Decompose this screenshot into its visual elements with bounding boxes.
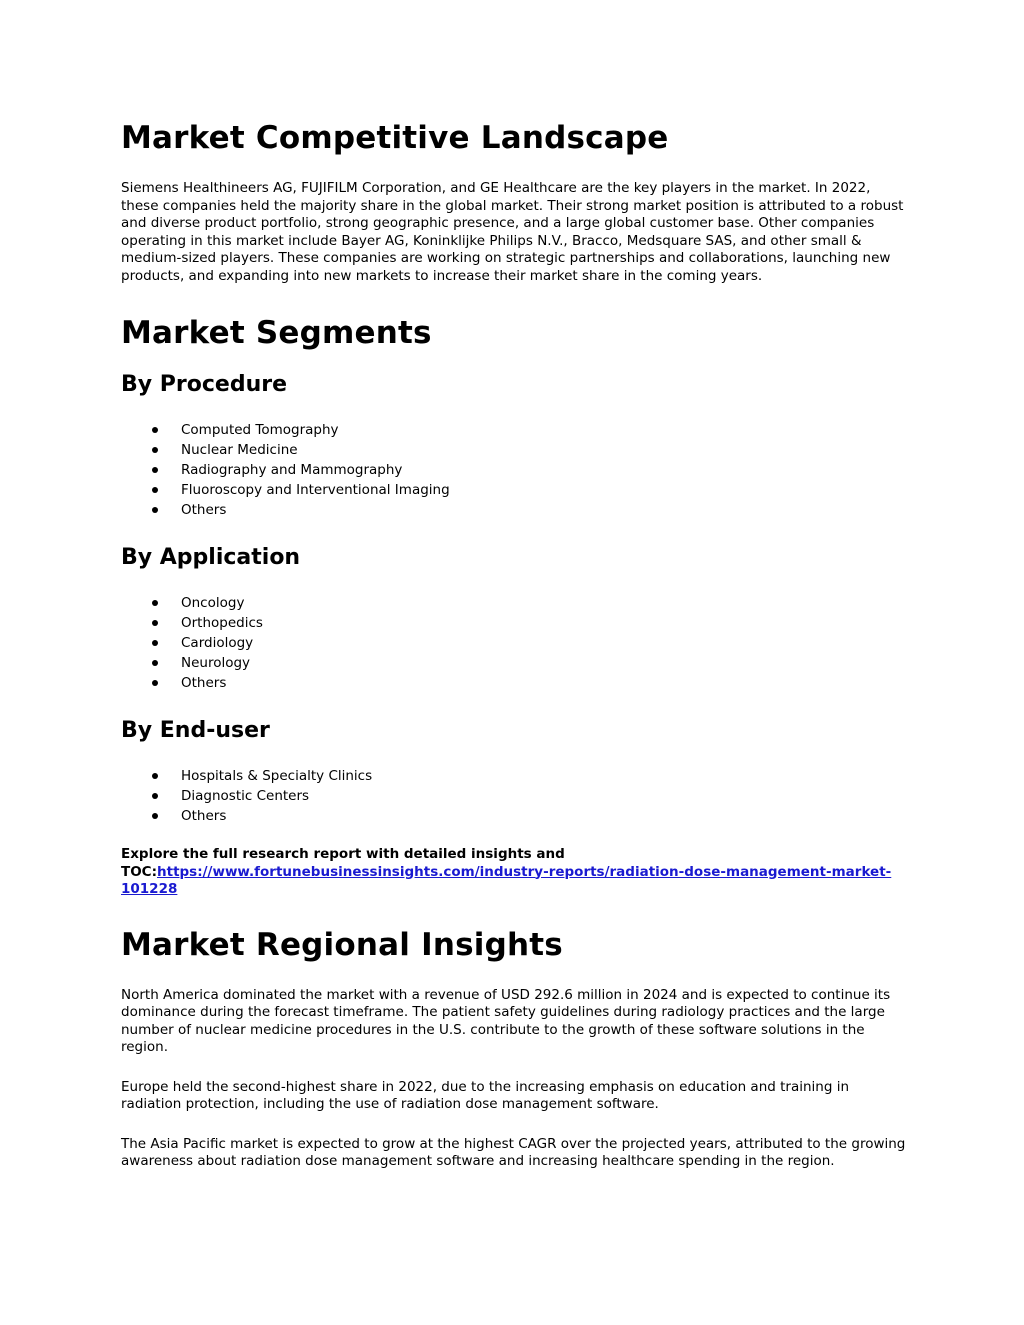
bullet-icon [152,793,158,799]
by-procedure-heading: By Procedure [121,372,287,397]
bullet-icon [152,640,158,646]
regional-paragraph-europe: Europe held the second-highest share in 2022, due to the increasing emphasis on education and training in radiation protection, including the use of radiation dose management software. [121,1078,850,1112]
bullet-icon [152,600,158,606]
list-item: Others [121,673,911,693]
list-item: Diagnostic Centers [121,786,911,806]
report-link[interactable]: https://www.fortunebusinessinsights.com/industry-reports/radiation-dose-management-market-101228 [121,863,892,897]
list-item: Others [121,806,911,826]
competitive-landscape-paragraph: Siemens Healthineers AG, FUJIFILM Corporation, and GE Healthcare are the key players in the market. In 2022, these companies held the majority share in the global market. Their strong market position is attributed to a robust and diverse product portfolio, strong geographic presence, and a large global customer base. Other companies operating in this market include Bayer AG, Koninklijke Philips N.V., Bracco, Medsquare SAS, and other small & medium-sized players. These companies are working on strategic partnerships and collaborations, launching new products, and expanding into new markets to increase their market share in the coming years. [121,180,904,284]
market-segments-heading: Market Segments [121,315,432,351]
procedure-list [121,420,911,520]
by-application-heading: By Application [121,545,301,570]
bullet-icon [152,487,158,493]
bullet-icon [152,813,158,819]
competitive-landscape-heading: Market Competitive Landscape [121,120,669,156]
bullet-icon [152,427,158,433]
list-item: Nuclear Medicine [121,440,911,460]
list-item: Oncology [121,593,911,613]
list-item: Computed Tomography [121,420,911,440]
by-end-user-heading: By End-user [121,718,270,743]
bullet-icon [152,680,158,686]
list-item: Radiography and Mammography [121,460,911,480]
bullet-icon [152,773,158,779]
list-item: Hospitals & Specialty Clinics [121,766,911,786]
bullet-icon [152,507,158,513]
end-user-list [121,766,911,826]
bullet-icon [152,660,158,666]
application-list [121,593,911,693]
list-item: Others [121,500,911,520]
list-item: Cardiology [121,633,911,653]
regional-paragraph-north-america: North America dominated the market with a revenue of USD 292.6 million in 2024 and is expected to continue its dominance during the forecast timeframe. The patient safety guidelines during radiology practices and the large number of nuclear medicine procedures in the U.S. contribute to the growth of these software solutions in the region. [121,986,891,1055]
explore-report-text: Explore the full research report with detailed insights and TOC:https://www.fortunebusinessinsights.com/industry-reports/radiation-dose-management-market-101228 [121,846,892,897]
bullet-icon [152,447,158,453]
document-page [121,118,911,1171]
regional-insights-heading: Market Regional Insights [121,926,563,963]
list-item: Orthopedics [121,613,911,633]
bullet-icon [152,620,158,626]
regional-paragraph-asia-pacific: The Asia Pacific market is expected to grow at the highest CAGR over the projected years, attributed to the growing awareness about radiation dose management software and increasing healthcare spending in the region. [121,1135,906,1169]
bullet-icon [152,467,158,473]
list-item: Neurology [121,653,911,673]
list-item: Fluoroscopy and Interventional Imaging [121,480,911,500]
